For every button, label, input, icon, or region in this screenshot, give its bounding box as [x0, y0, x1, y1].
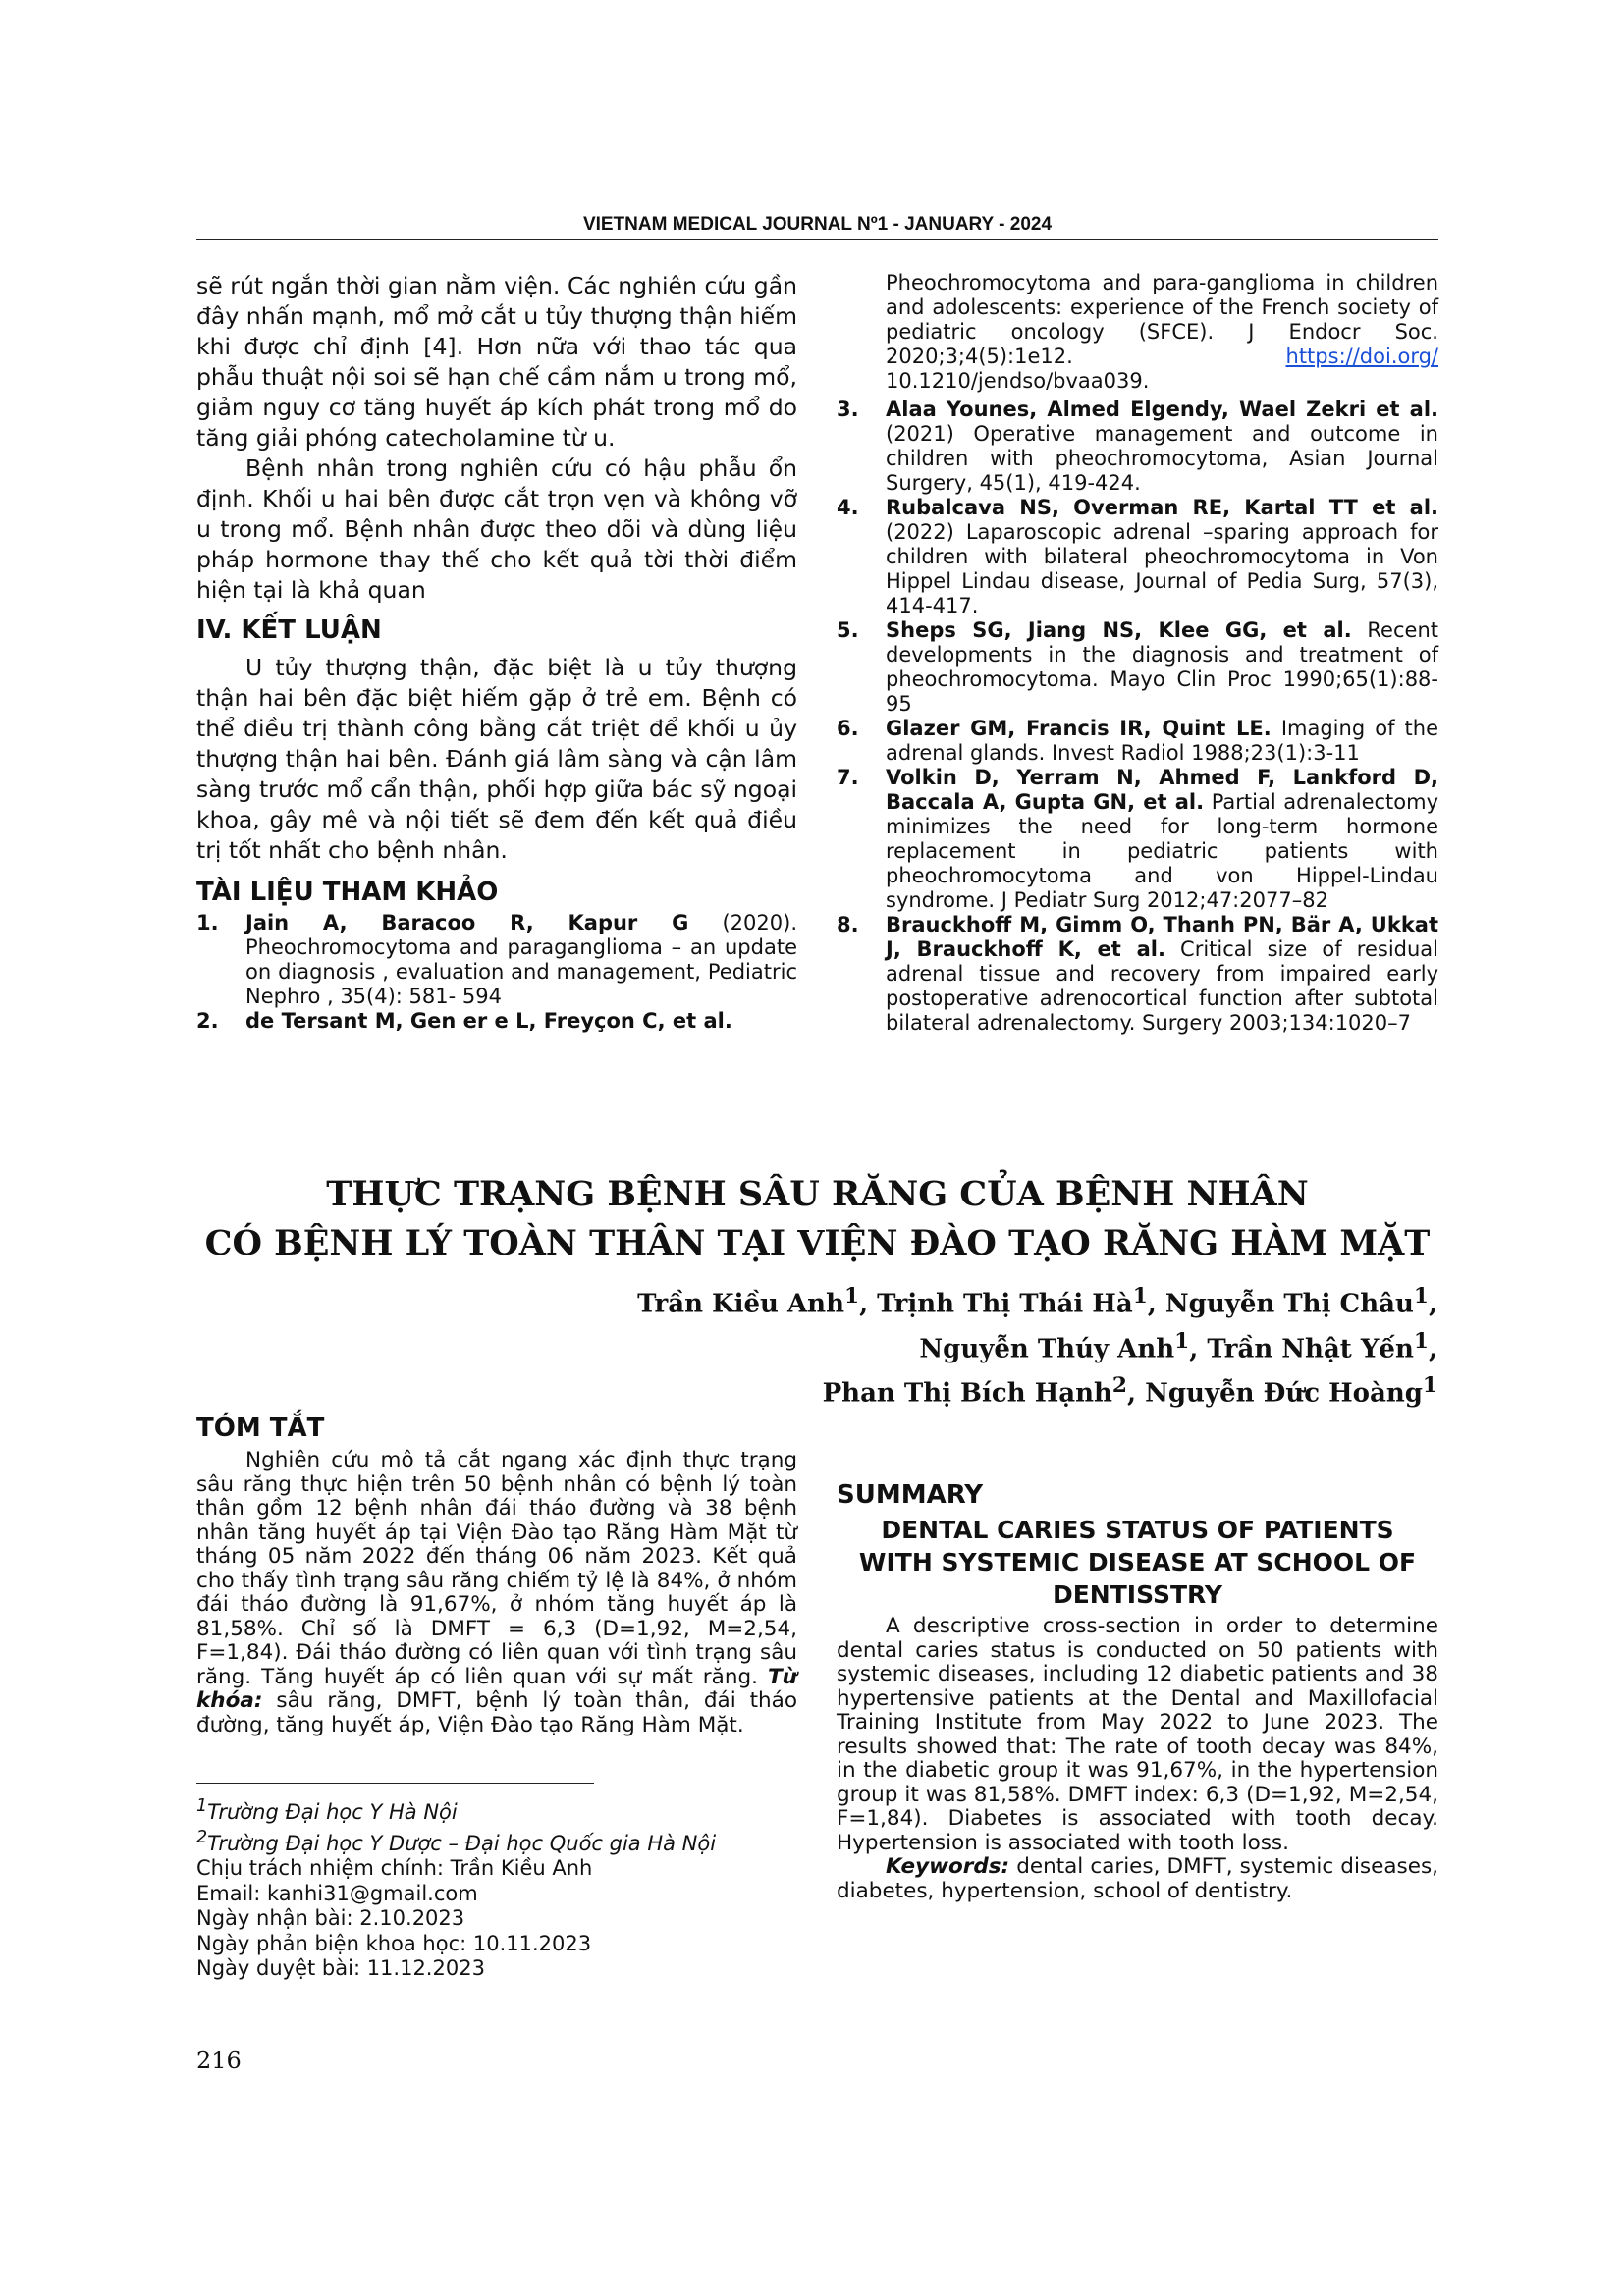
author-affiliation-mark: 1 [1413, 1284, 1429, 1308]
author-affiliation-mark: 1 [1174, 1328, 1190, 1354]
author-name: Phan Thị Bích Hạnh [822, 1378, 1112, 1409]
discussion-paragraph-1: sẽ rút ngắn thời gian nằm viện. Các nghiên cứu gần đây nhấn mạnh, mổ mở cắt u tủy thượng thận hiếm khi được chỉ định [4]. Hơn nữa với thao tác qua phẫu thuật nội soi sẽ hạn chế cầm nắm u trong mổ, giảm nguy cơ tăng huyết áp kích phát trong mổ do tăng giải phóng catecholamine từ u. [196, 272, 797, 452]
reference-item [837, 913, 1438, 1036]
reference-authors: Brauckhoff M, Gimm O, Thanh PN, Bär A, Ukkat J, Brauckhoff K, et al. [886, 913, 1438, 961]
author-affiliation-mark: 2 [1111, 1373, 1127, 1399]
article-title-line-2: CÓ BỆNH LÝ TOÀN THÂN TẠI VIỆN ĐÀO TẠO RĂNG HÀM MẶT [204, 1223, 1431, 1263]
footnote-responsible: Chịu trách nhiệm chính: Trần Kiều Anh [196, 1856, 593, 1880]
reference-number: 2. [196, 1009, 219, 1033]
reference-number: 8. [837, 913, 859, 936]
summary-text: A descriptive cross-section in order to determine dental caries status is conducted on 50 patients with systemic diseases, including 12 diabetic patients and 38 hypertensive patients at the Dental and Maxillofacial Training Institute from May 2022 to June 2023. The results showed that: The rate of tooth decay was 84%, in the diabetic group it was 91,67%, in the hypertension group it was 81,58%. DMFT index: 6,3 (D=1,92, M=2,54, F=1,84). Diabetes is associated with tooth decay. Hypertension is associated with tooth loss. [837, 1614, 1438, 1855]
summary-title-line-2: WITH SYSTEMIC DISEASE AT SCHOOL OF [858, 1548, 1417, 1576]
reference-text [886, 271, 1438, 394]
reference-continuation [837, 271, 1438, 394]
footnote-affiliation-2 [196, 1826, 825, 1857]
reference-number: 6. [837, 717, 859, 740]
reference-details: (2021) Operative management and outcome in children with pheochromocytoma, Asian Journal Surgery, 45(1), 419-424. [886, 422, 1438, 495]
footnote-reviewed: Ngày phản biện khoa học: 10.11.2023 [196, 1931, 592, 1955]
reference-details: Recent developments in the diagnosis and treatment of pheochromocytoma. Mayo Clin Proc 1990;65(1):88-95 [886, 618, 1438, 716]
footnote-affiliation-1 [196, 1794, 825, 1826]
header-rule [196, 239, 1438, 240]
summary-title [837, 1514, 1438, 1611]
reference-text [245, 911, 797, 1009]
abstract-vi [196, 1414, 797, 1737]
abstract-vi-keywords-label: Từ khóa: [196, 1664, 797, 1713]
footnote-email: Email: kanhi31@gmail.com [196, 1881, 478, 1905]
summary-heading: SUMMARY [837, 1480, 984, 1510]
footnote-text: Trường Đại học Y Dược – Đại học Quốc gia Hà Nội [207, 1831, 717, 1855]
reference-number: 3. [837, 398, 859, 421]
summary-keywords-text: dental caries, DMFT, systemic diseases, diabetes, hypertension, school of dentistry. [837, 1854, 1438, 1903]
author-affiliation-mark: 1 [1132, 1284, 1148, 1308]
references-heading: TÀI LIỆU THAM KHẢO [196, 878, 499, 907]
reference-authors: Sheps SG, Jiang NS, Klee GG, et al. [886, 618, 1352, 642]
author-affiliation-mark: 1 [1422, 1373, 1437, 1399]
reference-text [886, 913, 1438, 1036]
reference-text [886, 766, 1438, 913]
discussion-paragraph-2: Bệnh nhân trong nghiên cứu có hậu phẫu ổn định. Khối u hai bên được cắt trọn vẹn và không vỡ u trong mổ. Bệnh nhân được theo dõi và dùng liệu pháp hormone thay thế cho kết quả tời thời điểm hiện tại là khả quan [196, 454, 797, 604]
reference-details: (2020). Pheochromocytoma and paraganglioma – an update on diagnosis , evaluation and management, Pediatric Nephro , 35(4): 581- 594 [245, 911, 797, 1008]
reference-authors: de Tersant M, Gen er e L, Freyçon C, et al. [245, 1009, 732, 1033]
reference-details: Partial adrenalectomy minimizes the need for long-term hormone replacement in pediatric patients with pheochromocytoma and von Hippel-Lindau syndrome. J Pediatr Surg 2012;47:2077–82 [886, 790, 1438, 912]
conclusion-paragraph: U tủy thượng thận, đặc biệt là u tủy thượng thận hai bên đặc biệt hiếm gặp ở trẻ em. Bệnh có thể điều trị thành công bằng cắt triệt để khối u ủy thượng thận hai bên. Đánh giá lâm sàng và cận lâm sàng trước mổ cẩn thận, phối hợp giữa bác sỹ ngoại khoa, gây mê và nội tiết sẽ đem đến kết quả điều trị tốt nhất cho bệnh nhân. [196, 654, 797, 864]
reference-text [886, 496, 1438, 618]
reference-authors: Jain A, Baracoo R, Kapur G [245, 911, 689, 934]
reference-item [837, 496, 1438, 618]
reference-item [837, 398, 1438, 496]
reference-doi-tail: 10.1210/jendso/bvaa039. [886, 369, 1150, 393]
abstract-en [837, 1480, 1438, 1903]
summary-title-line-3: DENTISSTRY [1052, 1580, 1223, 1609]
right-column-top [837, 271, 1438, 1036]
reference-item [837, 717, 1438, 766]
page-number: 216 [196, 2047, 242, 2074]
author-name: Nguyễn Đức Hoàng [1145, 1378, 1423, 1409]
summary-title-line-1: DENTAL CARIES STATUS OF PATIENTS [881, 1516, 1394, 1544]
reference-text [886, 717, 1438, 766]
reference-item [196, 911, 797, 1009]
reference-text [886, 398, 1438, 496]
footnote-approved: Ngày duyệt bài: 11.12.2023 [196, 1956, 485, 1980]
reference-authors: Alaa Younes, Almed Elgendy, Wael Zekri et al. [886, 398, 1438, 421]
summary-keywords-label: Keywords: [886, 1854, 1010, 1879]
author-name: Trần Kiều Anh [637, 1289, 844, 1319]
journal-header: VIETNAM MEDICAL JOURNAL Nº1 - JANUARY - 2024 [582, 214, 1053, 235]
abstract-vi-keywords: sâu răng, DMFT, bệnh lý toàn thân, đái tháo đường, tăng huyết áp, Viện Đào tạo Răng Hàm Mặt. [196, 1688, 797, 1737]
abstract-vi-body: Nghiên cứu mô tả cắt ngang xác định thực trạng sâu răng thực hiện trên 50 bệnh nhân có bệnh lý toàn thân gồm 12 bệnh nhân đái tháo đường và 38 bệnh nhân tăng huyết áp tại Viện Đào tạo Răng Hàm Mặt từ tháng 05 năm 2022 đến tháng 06 năm 2023. Kết quả cho thấy tình trạng sâu răng chiếm tỷ lệ là 84%, ở nhóm đái tháo đường là 91,67%, ở nhóm tăng huyết áp là 81,58%. Chỉ số là DMFT = 6,3 (D=1,92, M=2,54, F=1,84). Đái tháo đường có liên quan với tình trạng sâu răng. Tăng huyết áp có liên quan với sự mất răng. [196, 1448, 797, 1689]
footnote-mark: 1 [196, 1796, 208, 1816]
author-line-1: Trần Kiều Anh$^1$, Trịnh Thị Thái $Hà^1$, Nguyễn Thị Châu$^1$, [637, 1284, 1437, 1319]
reference-authors: Volkin D, Yerram N, Ahmed F, Lankford D, Baccala A, Gupta GN, et al. [886, 766, 1438, 814]
summary-keywords [837, 1855, 1438, 1903]
reference-number: 4. [837, 496, 859, 519]
footnote-text: Trường Đại học Y Hà Nội [207, 1800, 458, 1824]
reference-details: Critical size of residual adrenal tissue and recovery from impaired early postoperative adrenocortical function after subtotal bilateral adrenalectomy. Surgery 2003;134:1020–7 [886, 937, 1438, 1035]
author-affiliation-mark: 1 [1413, 1328, 1429, 1354]
footnote-mark: 2 [196, 1827, 208, 1847]
reference-number: 1. [196, 911, 219, 934]
reference-authors: Glazer GM, Francis IR, Quint LE. [886, 717, 1272, 740]
abstract-vi-text [196, 1449, 797, 1737]
article-title [196, 1170, 1438, 1268]
author-affiliation-mark: 1 [843, 1284, 860, 1308]
reference-authors: Rubalcava NS, Overman RE, Kartal TT et al. [886, 496, 1438, 519]
abstract-vi-heading: TÓM TẮT [196, 1414, 325, 1443]
author-name: Trịnh Thị Thái Hà [877, 1289, 1133, 1319]
footnote-received: Ngày nhận bài: 2.10.2023 [196, 1906, 465, 1930]
footnotes [196, 1794, 825, 1982]
footnote-rule [196, 1783, 594, 1784]
reference-list-left [196, 911, 797, 1034]
reference-item [196, 1009, 797, 1034]
reference-item [837, 618, 1438, 717]
author-line-2: Nguyễn Thúy Anh$^1$, Trần Nhật Yến$^1$, [919, 1328, 1437, 1364]
article-title-line-1: THỰC TRẠNG BỆNH SÂU RĂNG CỦA BỆNH NHÂN [326, 1174, 1309, 1214]
reference-doi-link[interactable]: https://doi.org/ [1285, 345, 1438, 368]
reference-details: Imaging of the adrenal glands. Invest Radiol 1988;23(1):3-11 [886, 717, 1438, 765]
reference-item [837, 766, 1438, 913]
reference-list-right [837, 398, 1438, 1036]
author-list [637, 1278, 1437, 1413]
author-line-3: Phan Thị Bích Hạnh$^2$, Nguyễn Đức Hoàng$^1$ [822, 1373, 1437, 1409]
conclusion-heading: IV. KẾT LUẬN [196, 615, 382, 645]
left-column-top [196, 271, 797, 1034]
author-name: Nguyễn Thị Châu [1164, 1289, 1414, 1319]
reference-details: (2022) Laparoscopic adrenal –sparing approach for children with bilateral pheochromocytoma in Von Hippel Lindau disease, Journal of Pedia Surg, 57(3), 414-417. [886, 520, 1438, 617]
author-name: Nguyễn Thúy Anh [919, 1334, 1175, 1364]
author-name: Trần Nhật Yến [1207, 1334, 1414, 1364]
reference-number: 5. [837, 618, 859, 642]
reference-text [245, 1009, 797, 1034]
reference-details: Pheochromocytoma and para-ganglioma in children and adolescents: experience of the French society of pediatric oncology (SFCE). J Endocr Soc. 2020;3;4(5):1e12. [886, 271, 1438, 368]
reference-text [886, 618, 1438, 717]
reference-number: 7. [837, 766, 859, 789]
